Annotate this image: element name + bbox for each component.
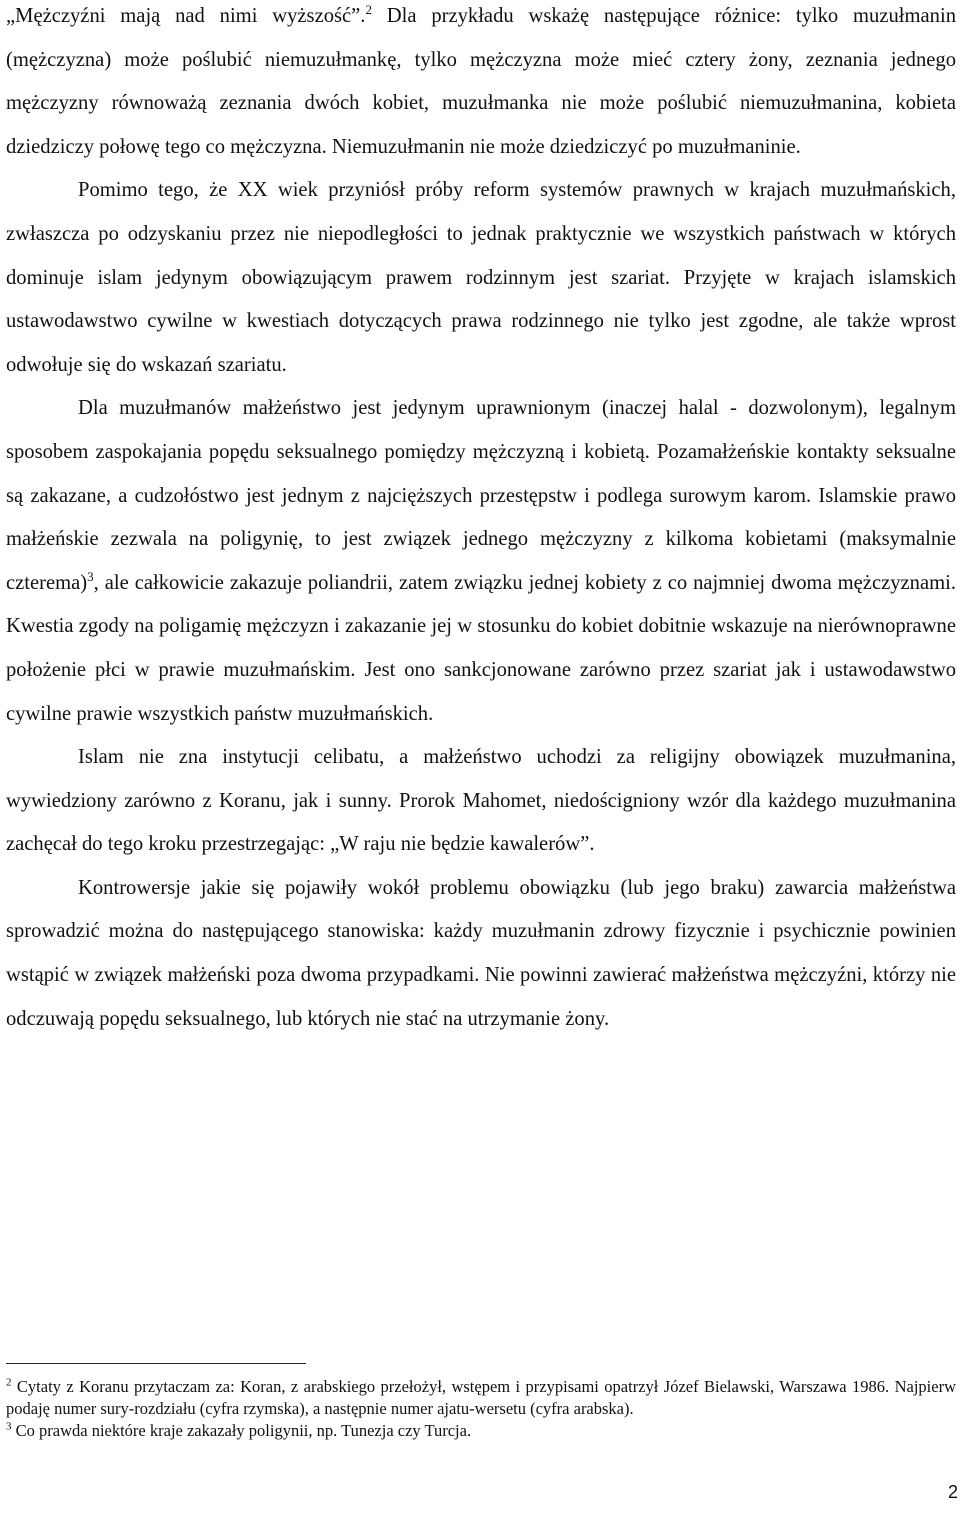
footnote-separator bbox=[6, 1363, 306, 1364]
text-segment: „Mężczyźni mają nad nimi wyższość”. bbox=[6, 5, 366, 27]
document-page bbox=[6, 0, 956, 1440]
text-segment: Pomimo tego, że XX wiek przyniósł próby reform systemów prawnych w krajach muzułmańskich, zwłaszcza po odzyskaniu przez nie niepodległości to jednak praktycznie we wszystkich państwach w których dominuje islam jedynym obowiązującym prawem rodzinnym jest szariat. Przyjęte w krajach islamskich ustawodawstwo cywilne w kwestiach dotyczących prawa rodzinnego nie tylko jest zgodne, ale także wprost odwołuje się do wskazań szariatu. bbox=[6, 179, 956, 376]
footnote-ref-3[interactable]: 3 bbox=[87, 568, 94, 584]
footnote-2 bbox=[6, 1376, 956, 1420]
footnote-text: Cytaty z Koranu przytaczam za: Koran, z arabskiego przełożył, wstępem i przypisami opatrzył Józef Bielawski, Warszawa 1986. Najpierw podaję numer sury-rozdziału (cyfra rzymska), a następnie numer ajatu-wersetu (cyfra arabska). bbox=[6, 1377, 956, 1418]
page-number: 2 bbox=[947, 1482, 958, 1502]
text-segment: Islam nie zna instytucji celibatu, a małżeństwo uchodzi za religijny obowiązek muzułmanina, wywiedziony zarówno z Koranu, jak i sunny. Prorok Mahomet, niedościgniony wzór dla każdego muzułmanina zachęcał do tego kroku przestrzegając: „W raju nie będzie kawalerów”. bbox=[6, 746, 956, 856]
footnote-marker: 2 bbox=[6, 1376, 12, 1389]
paragraph-4 bbox=[6, 736, 956, 867]
paragraph-1 bbox=[6, 0, 956, 169]
text-segment: Dla muzułmanów małżeństwo jest jedynym uprawnionym (inaczej halal - dozwolonym), legalnym sposobem zaspokajania popędu seksualnego pomiędzy mężczyzną i kobietą. Pozamałżeńskie kontakty seksualne są zakazane, a cudzołóstwo jest jednym z najcięższych przestępstw i podlega surowym karom. Islamskie prawo małżeńskie zezwala na poligynię, to jest związek jednego mężczyzny z kilkoma kobietami (maksymalnie czterema) bbox=[6, 397, 956, 594]
text-segment: Dla przykładu wskażę następujące różnice: tylko muzułmanin (mężczyzna) może poślubić niemuzułmankę, tylko mężczyzna może mieć cztery żony, zeznania jednego mężczyzny równoważą zeznania dwóch kobiet, muzułmanka nie może poślubić niemuzułmanina, kobieta dziedziczy połowę tego co mężczyzna. Niemuzułmanin nie może dziedziczyć po muzułmaninie. bbox=[6, 5, 956, 158]
text-segment: Kontrowersje jakie się pojawiły wokół problemu obowiązku (lub jego braku) zawarcia małżeństwa sprowadzić można do następującego stanowiska: każdy muzułmanin zdrowy fizycznie i psychicznie powinien wstąpić w związek małżeński poza dwoma przypadkami. Nie powinni zawierać małżeństwa mężczyźni, którzy nie odczuwają popędu seksualnego, lub których nie stać na utrzymanie żony. bbox=[6, 876, 956, 1030]
paragraph-2 bbox=[6, 169, 956, 387]
footnote-3 bbox=[6, 1420, 956, 1442]
text-segment: , ale całkowicie zakazuje poliandrii, zatem związku jednej kobiety z co najmniej dwoma mężczyznami. Kwestia zgody na poligamię mężczyzn i zakazanie jej w stosunku do kobiet dobitnie wskazuje na nierównoprawne położenie płci w prawie muzułmańskim. Jest ono sankcjonowane zarówno przez szariat jak i ustawodawstwo cywilne prawie wszystkich państw muzułmańskich. bbox=[6, 571, 956, 725]
footnotes bbox=[6, 1376, 956, 1442]
footnote-marker: 3 bbox=[6, 1420, 12, 1433]
footnote-ref-2[interactable]: 2 bbox=[365, 2, 372, 18]
paragraph-3 bbox=[6, 387, 956, 736]
footnote-text: Co prawda niektóre kraje zakazały poligynii, np. Tunezja czy Turcja. bbox=[11, 1421, 472, 1440]
paragraph-5 bbox=[6, 867, 956, 1041]
